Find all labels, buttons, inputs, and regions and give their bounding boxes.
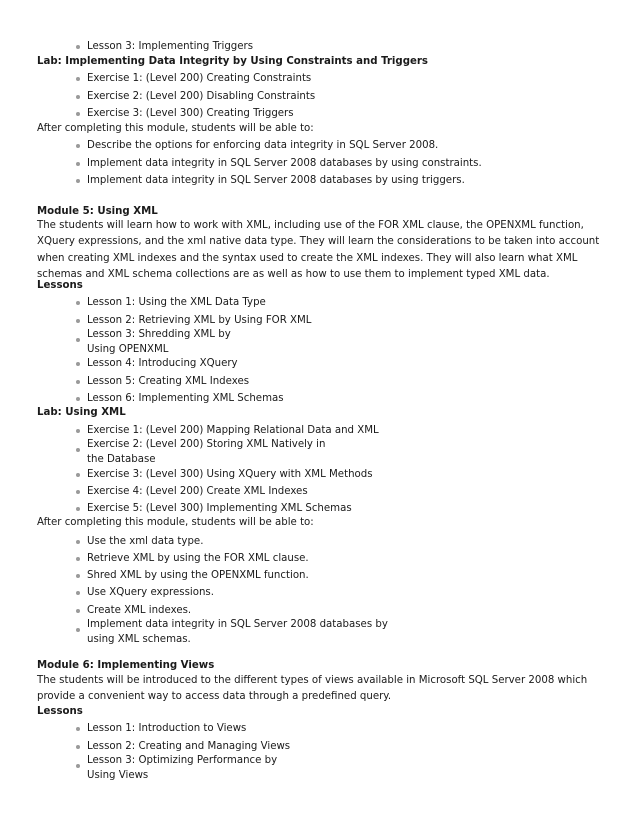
bullet-icon xyxy=(76,764,80,768)
list-item: Implement data integrity in SQL Server 2008 databases by using constraints. xyxy=(87,157,482,172)
list-item: Describe the options for enforcing data integrity in SQL Server 2008. xyxy=(87,139,438,154)
list-item: Lesson 1: Introduction to Views xyxy=(87,722,246,737)
bullet-icon xyxy=(76,45,80,49)
bullet-icon xyxy=(76,507,80,511)
outcomes-intro: After completing this module, students will be able to: xyxy=(37,123,314,134)
list-item: Implement data integrity in SQL Server 2008 databases by using XML schemas. xyxy=(87,618,417,647)
module-description: The students will learn how to work with XML, including use of the FOR XML clause, the OPENXML function, XQuery expressions, and the xml native data type. They will learn the considerations to be taken into account when creating XML indexes and the syntax used to create the XML indexes. They will also learn what XML schemas and XML schema collections are as well as how to use them to implement typed XML data. xyxy=(37,220,600,280)
lessons-heading: Lessons xyxy=(37,706,83,717)
list-item: Use the xml data type. xyxy=(87,535,203,550)
list-item: Lesson 3: Optimizing Performance by Using Views xyxy=(87,754,297,783)
lab-heading: Lab: Implementing Data Integrity by Using Constraints and Triggers xyxy=(37,56,428,67)
bullet-icon xyxy=(76,557,80,561)
list-item: Create XML indexes. xyxy=(87,604,191,619)
bullet-icon xyxy=(76,574,80,578)
list-item: Implement data integrity in SQL Server 2008 databases by using triggers. xyxy=(87,174,465,189)
list-item: Lesson 1: Using the XML Data Type xyxy=(87,296,266,311)
bullet-icon xyxy=(76,745,80,749)
bullet-icon xyxy=(76,179,80,183)
bullet-icon xyxy=(76,591,80,595)
bullet-icon xyxy=(76,338,80,342)
bullet-icon xyxy=(76,397,80,401)
list-item: Exercise 1: (Level 200) Mapping Relational Data and XML xyxy=(87,424,379,439)
outcomes-intro: After completing this module, students will be able to: xyxy=(37,517,314,528)
list-item: Exercise 1: (Level 200) Creating Constraints xyxy=(87,72,311,87)
list-item: Lesson 6: Implementing XML Schemas xyxy=(87,392,284,407)
lab-heading: Lab: Using XML xyxy=(37,407,126,418)
list-item: Exercise 3: (Level 300) Using XQuery with XML Methods xyxy=(87,468,373,483)
module-description: The students will be introduced to the different types of views available in Microsoft SQL Server 2008 which provide a convenient way to access data through a predefined query. xyxy=(37,675,588,703)
list-item: Lesson 2: Creating and Managing Views xyxy=(87,740,290,755)
bullet-icon xyxy=(76,77,80,81)
bullet-icon xyxy=(76,490,80,494)
bullet-icon xyxy=(76,362,80,366)
module-heading: Module 5: Using XML xyxy=(37,206,158,217)
module-heading: Module 6: Implementing Views xyxy=(37,660,215,671)
list-item: Lesson 4: Introducing XQuery xyxy=(87,357,238,372)
list-item: Lesson 2: Retrieving XML by Using FOR XML xyxy=(87,314,311,329)
bullet-icon xyxy=(76,162,80,166)
bullet-icon xyxy=(76,380,80,384)
list-item: Use XQuery expressions. xyxy=(87,586,214,601)
bullet-icon xyxy=(76,301,80,305)
list-item: Exercise 2: (Level 200) Disabling Constraints xyxy=(87,90,315,105)
list-item: Lesson 3: Shredding XML by Using OPENXML xyxy=(87,328,257,357)
bullet-icon xyxy=(76,429,80,433)
list-item: Shred XML by using the OPENXML function. xyxy=(87,569,309,584)
list-item: Lesson 5: Creating XML Indexes xyxy=(87,375,249,390)
list-item: Exercise 2: (Level 200) Storing XML Natively in the Database xyxy=(87,438,327,467)
bullet-icon xyxy=(76,473,80,477)
bullet-icon xyxy=(76,540,80,544)
list-item: Exercise 5: (Level 300) Implementing XML Schemas xyxy=(87,502,352,517)
bullet-icon xyxy=(76,95,80,99)
bullet-icon xyxy=(76,628,80,632)
list-item: Exercise 4: (Level 200) Create XML Indexes xyxy=(87,485,308,500)
list-item: Retrieve XML by using the FOR XML clause. xyxy=(87,552,309,567)
bullet-icon xyxy=(76,319,80,323)
bullet-icon xyxy=(76,144,80,148)
bullet-icon xyxy=(76,112,80,116)
list-item: Exercise 3: (Level 300) Creating Triggers xyxy=(87,107,294,122)
list-item: Lesson 3: Implementing Triggers xyxy=(87,40,253,55)
lessons-heading: Lessons xyxy=(37,280,83,291)
bullet-icon xyxy=(76,727,80,731)
bullet-icon xyxy=(76,448,80,452)
bullet-icon xyxy=(76,609,80,613)
